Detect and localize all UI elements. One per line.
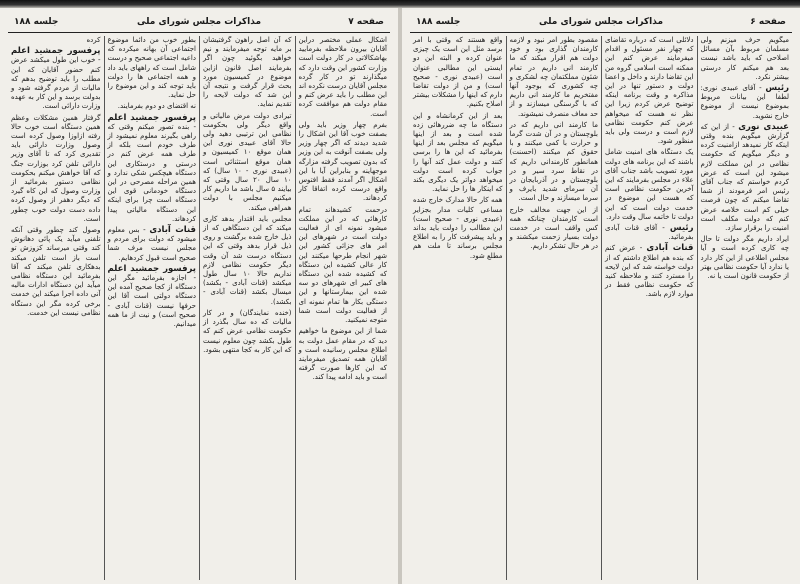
paragraph — [413, 112, 503, 195]
paragraph-text: خوب این طول میکشد عرض کنم حضور آقایان که این مطلب را باید توضیح بدهم که مالیات از مردم گرفته شود و بدولت برسد و این کار به عهده وزارت دارائی است. — [11, 56, 101, 111]
paragraph-text: واقع هستند که وقتی با امر برسد مثل این است یک چیزی عنوان کرده و البته این دو ایستی این مطالبی عنوان است (عبیدی نوری - صحیح است) و من از دولت تقاضا دارم که اینها را مشکلات بیشتر اصلاح بکنیم. — [413, 36, 503, 109]
paragraph-text: عرض کنم که بنده هم اطلاع داشتم که از دولت خواسته شد که این لایحه را مسترد کنند و ملاحظه کنید که حکومت نظامی فقط در موارد لازم باشد. — [605, 244, 694, 299]
paragraph — [108, 36, 197, 100]
paragraph-text: بنده تصور میکنم وقتی که راهی بگیرند معلوم نمیشود از طرف خودم است بلکه از طرف همه عرض کنم در درستی و درستکاری این دستگاه هیچکس شکی ندارد و همین مراحله مصرحی در این دستگاه خودمانی قوی این دستگاه است چرا برای اینکه این دستگاه مالیاتی پیدا کردهاند. — [107, 122, 196, 223]
text-column — [506, 36, 602, 580]
paragraph: قنات آبادی - بس معلوم میشود که دولت برای مردم و مجلس نیست مرف شما صحیح است قبول کردهایم. — [107, 225, 196, 262]
paragraph-text: که آن اصل راهون گرفتیشان بر مایه توجه میفرمایند و نیم خواهید بگوئید چون اگر بفرمایند اصل قانون ازاین موضوع در کمیسیون مورد بحث قرار گرفت و نتیجه آن این شد که دولت لایحه را تقدیم نماید. — [203, 36, 292, 109]
paragraph: قنات آبادی - عرض کنم که بنده هم اطلاع داشتم که از دولت خواسته شد که این لایحه را مسترد کنند و ملاحظه کنید که حکومت نظامی فقط در موارد لازم باشد. — [605, 243, 694, 299]
text-column — [199, 36, 295, 580]
paragraph-text: بس معلوم میشود که دولت برای مردم و مجلس نیست مرف شما صحیح است قبول کردهایم. — [107, 226, 196, 262]
paragraph-text: اشکال عملی مختصر دراین آقایان بیرون ملاحظه بفرمایید بهاشکالاتی در کار دولت است وزارت کشور این وقت دارد که میگذارند تو در کار گرده مجلس آقایان درست نکرده اند این مطلب را باید عرض کنم و مقام دولت هم موافقت کرده است. — [298, 36, 387, 118]
paragraph: رئیس - آقای عبیدی نوری: لطفا این بیانات مربوط بموضوع نیست از موضوع خارج نشوید. — [700, 83, 789, 120]
paragraph — [11, 114, 101, 224]
paragraph-text: اجازه بفرمائید مگر این دستگاه از کجا صحیح آمده این دستگاه دولتی است آقا این حرفها نیست (قنات آبادی - صحیح است) و نیت از ما همه میدانیم. — [107, 274, 196, 329]
text-column — [697, 36, 793, 580]
text-column — [8, 36, 104, 580]
paragraph — [299, 36, 388, 119]
paragraph-text: بعد از این کرمانشاه و این دستگاه ما چه ضررهائی زده شده است و بعد از اینها میگویم که مجلس بعد از اینها بفرمائید که این ها را برسی کنند و دولت عمل کند آنها را جواب کرده است دولت میخواهد دواتر یک دیگری بکند که اینکار ها را حل نماید. — [413, 111, 503, 194]
text-column — [410, 36, 506, 580]
paragraph-text: بطور خوب من دائما موضوع اجتماعی آن بهانه میکرده که داعیه اجتماعی صحیح و درست شامل است که راههای باید داد و همه اجتماعی ها را دولت باید توجه کند و این موضوع را حل نماید. — [107, 36, 196, 100]
paragraph — [203, 215, 292, 307]
running-title: مذاکرات مجلس شورای ملی — [136, 17, 262, 27]
speaker-name: رئیس — [765, 83, 789, 94]
paragraph-text: آقای قنات آبادی بفرمائید. — [605, 224, 694, 242]
running-title: مذاکرات مجلس شورای ملی — [538, 17, 664, 27]
paragraph-text: تیرادی دولت مرض مالیاتی و واقع دیگر ولی بحکومت نظامی این ترتیبی دهید ولی حالا آقای عبیدی نوری این همان موقع ۱۰ کمیسیون و همان موقع استثنائی است (عبیدی نوری - ۱۰ سال) که ۱۰ سال ۲۰ سال وقتی که بیایند ۵ سال باشد ما داریم کار میکنیم مجلس با دولت همراهی میکند. — [203, 111, 292, 212]
paragraph — [11, 226, 101, 318]
paragraph-text: یک دستگاه های امنیت شامل باشند که این برنامه های دولت مورد تصویب باشد جناب آقای علاء در مجلس بفرمایند که این آخرین حکومت نظامی است که هست این موضوع در خدمت دولت است که این دولت تا خاتمه سال وقت دارد. — [605, 148, 694, 221]
paragraph — [203, 112, 292, 213]
scan-top-edge — [0, 0, 800, 8]
speaker-name: پرفسور جمشید اعلم — [11, 46, 101, 57]
paragraph-text: درحمت کشیدهاند تمام کارهائی که در این مملکت میشود نمونه ای از فعالیت دولت است در شهرهای این امر های جزائی کشور این شهر انجام طرحها میکنند این کار عالی کشیده این دستگاه که کشیده شده این دستگاه های کبیر ای شهرهای دو سه شده این بیمارستانها و این دستگی بکار ها تمام نمونه ای از فعالیت دولت است شما متوجه نمیکنید. — [298, 205, 387, 325]
paragraph — [413, 36, 503, 110]
speaker-name: قنات آبادی — [149, 225, 196, 236]
paragraph-text: شما از این موضوع ما خواهیم دید که در مقام عمل دولت به اطلاع مجلس رسانیده است و آقایان همه تصدیق میفرمایند که این کارها صورت گرفته است و باید ادامه پیدا کند. — [298, 327, 387, 382]
paragraph: رئیس - آقای قنات آبادی بفرمائید. — [605, 223, 694, 242]
paragraph-text: مجلس باید اقتدار بدهد کاری میکند که این دستگاهی که از ذیل خارج شده برگشت و روی ذیل قرار بدهد وقتی که این دستگاه درست شد آن وقت دیگر حکومت نظامی لازم نداریم حالا ۱۰ سال طول میکشد (قنات آبادی - بکشد) میسال بکشد (قنات آبادی - بکشد). — [203, 214, 292, 306]
speaker-name: قنات آبادی — [646, 243, 694, 254]
session-number: جلسه ۱۸۸ — [416, 17, 461, 27]
speaker-name: عبیدی نوری — [738, 121, 789, 132]
speaker-name: رئیس — [669, 223, 694, 234]
paragraph — [203, 36, 292, 110]
paragraph — [299, 206, 388, 326]
paragraph — [108, 102, 197, 111]
paragraph-text: گرفتار همین مشکلات وعظم همین دستگاه است خوب حالا رفته ازاوزا وصول کرده است وصول وزارت دارائی باید تقدیری کرد که تا آقای وزیر دارائی تلفن کرد بوزارت جنگ که آقا خواهش میکنم بحکومت نظامی دستور بفرمائید از وزارت وصول که این کاه گیرد که دیگر دهفر از وصول کرده داده دست دولت خوب چطور است. — [11, 113, 101, 223]
text-column — [295, 36, 391, 580]
paragraph — [701, 36, 790, 82]
paragraph-text: نه اقتضای دو دوم بفرمایند. — [117, 102, 196, 111]
paragraph: پرفسور جمشید اعلم - اجازه بفرمائید مگر این دستگاه از کجا صحیح آمده این دستگاه دولتی است آقا این حرفها نیست (قنات آبادی - صحیح است) و نیت از ما همه میدانیم. — [107, 263, 196, 329]
text-columns — [410, 36, 792, 580]
page-left — [0, 8, 398, 584]
paragraph-text: میگویم حرف میزنم ولی مسلمان مربوط بآن مسائل اصلاحی که باید باشد نیست بعد هم میکنم کار درستی بیشتر نکرد. — [700, 36, 789, 81]
paragraph-text: از این جهت مخالف خارج است کارمندان چنانکه همه کس واقف است در خدمت دولت بسیار زحمت میکشند و در هر حال تشکر داریم. — [509, 205, 598, 251]
page-header — [8, 16, 390, 33]
page-right — [402, 8, 800, 584]
speaker-name: پرفسور جمشید اعلم — [107, 263, 196, 274]
paragraph — [701, 235, 790, 281]
paragraph — [510, 121, 599, 204]
paragraph-text: وصول کند چطور وقتی آنکه تلفنی میآید یک پائی دهانوش کند وقتی میرساند کزوزش تو است باز است تلفن میکند بدهکاری تلفن میکند که آقا بفرمائید این دستگاه نظامی میآید این دستگاه ادارات مالیه آنی داده اجرا میکند این خدمت برخی کرده مگر این دستگاه نظامی نیست این خدمت. — [11, 226, 101, 317]
paragraph-text: دلائلی است که درباره تقاضای که چهار نفر مسئول و اقدام میفرمایند عرض کنم این ممکنه است اسلامی گروه من این تقاضا دارند و داخل و اعضا دولت و دستور تنها در این مذاکره و وقت برنامه اینکه توضیح عرض کردم زیرا این نظر نه هست که میخواهم عرض کنم حکومت نظامی لازم است و درست ولی باید منظور شود. — [605, 36, 694, 146]
paragraph — [299, 327, 388, 382]
paragraph — [510, 206, 599, 252]
speaker-name: پرفسور جمشید اعلم — [107, 112, 196, 123]
text-column — [104, 36, 200, 580]
session-number: جلسه ۱۸۸ — [14, 17, 59, 27]
page-number: صفحه ۷ — [348, 17, 384, 27]
paragraph: پرفسور جمشید اعلم - خوب این طول میکشد عرض کنم حضور آقایان که این مطلب را باید توضیح بدهم که مالیات از مردم گرفته شود و بدولت برسد و این کار به عهده وزارت دارائی است. — [11, 46, 101, 111]
text-columns — [8, 36, 390, 580]
page-number: صفحه ۶ — [750, 17, 786, 27]
paragraph — [203, 309, 292, 355]
paragraph: پرفسور جمشید اعلم - بنده تصور میکنم وقتی که راهی بگیرند معلوم نمیشود از طرف خودم است بلکه از طرف همه عرض کنم در درستی و درستکاری این دستگاه هیچکس شکی ندارد و همین مراحله مصرحی در این دستگاه خودمانی قوی این دستگاه است چرا برای اینکه این دستگاه مالیاتی پیدا کردهاند. — [107, 112, 196, 223]
paragraph — [413, 196, 503, 260]
paragraph-text: کرده — [86, 36, 101, 44]
paragraph-text: ایراد داریم مگر دولت تا حال چه کاری کرده است و آیا مجلس اطلاعی از این کار دارد یا ندارد آیا حکومت نظامی بهتر از حکومت قانون است یا نه. — [700, 235, 789, 281]
paragraph — [605, 148, 694, 222]
paragraph-text: مقصود بطور امر نبود و لازمه کارمندان گذاری بود و خود دولت هم اقرار میکند که ما کارمند انی داریم در تمام شئون مملکتمان چه لشکری و چه کشوری که بوجود آنها مفتخریم ما کارمند انی داریم که با گرسنگی میسازند و از حد معاف منصرف نمیشوند. — [509, 36, 598, 118]
page-header — [410, 16, 792, 33]
paragraph-text: بفرم چهار وزیر باید ولی بصفت خوب آقا این اشکال را شدید دیدند که اگر چهار وزیر ولی بصفت آنوقت به این وزیر که بدون تصویب گرفته مزارگه موجهاینه و بنابراین آیا با این اشکال اگر آمدند فقط افتوس واقع درست کرده اتفاقا کار کردهاند. — [298, 120, 387, 203]
paragraph-text: همه کار حالا مدارک خارج شده مساعی کلیات مدار بجزایر (عبیدی نوری - صحیح است) این مطالب را دولت باید بداند و باید پیشرفت کار را به اطلاع مجلس برساند تا ملت هم مطلع شود. — [413, 196, 503, 260]
paragraph-text: از این که گزارش میگویم بنده وقتی اینکه کار نمیدهد ازامنیت کرده و دیگر میگویم که حکومت نظامی در این مملکت لازم میشود این است که عرض کردم خواستم که جناب آقای رئیس امر فرمودند از شما تقاضا میکنم که چون فرصت خیلی کم است خلاصه عرض کنم که دولت مکلف است امنیت را برقرار سازد. — [700, 122, 789, 233]
text-column — [601, 36, 697, 580]
paragraph-text: ما کارمند انی داریم که در بلوچستان و در آن شدت گرما و حرارت با کمی میکنند و با حقوق کم میکنند (احسنت) همانطور کارمندانی داریم که در نقاط سرد سیر و در بلوچستان و در آذربایجان در آن سرمای شدید بایرف و سرما میسازند و حال است. — [509, 120, 598, 203]
paragraph — [11, 36, 101, 45]
paragraph-text: آقای عبیدی نوری: لطفا این بیانات مربوط بموضوع نیست از موضوع خارج نشوید. — [700, 84, 789, 120]
paragraph — [605, 36, 694, 146]
paragraph — [299, 121, 388, 204]
paragraph: عبیدی نوری - از این که گزارش میگویم بنده وقتی اینکه کار نمیدهد ازامنیت کرده و دیگر میگویم که حکومت نظامی در این مملکت لازم میشود این است که عرض کردم خواستم که جناب آقای رئیس امر فرمودند از شما تقاضا میکنم که چون فرصت خیلی کم است خلاصه عرض کنم که دولت مکلف است امنیت را برقرار سازد. — [700, 121, 789, 233]
paragraph — [510, 36, 599, 119]
paragraph-text: (خنده نمایندگان) و در کار مالیات که ده سال بگذرد از حکومت نظامی عرض کنم که طول بکشد چون معلوم نیست که این کار به کجا منتهی بشود. — [203, 308, 292, 354]
